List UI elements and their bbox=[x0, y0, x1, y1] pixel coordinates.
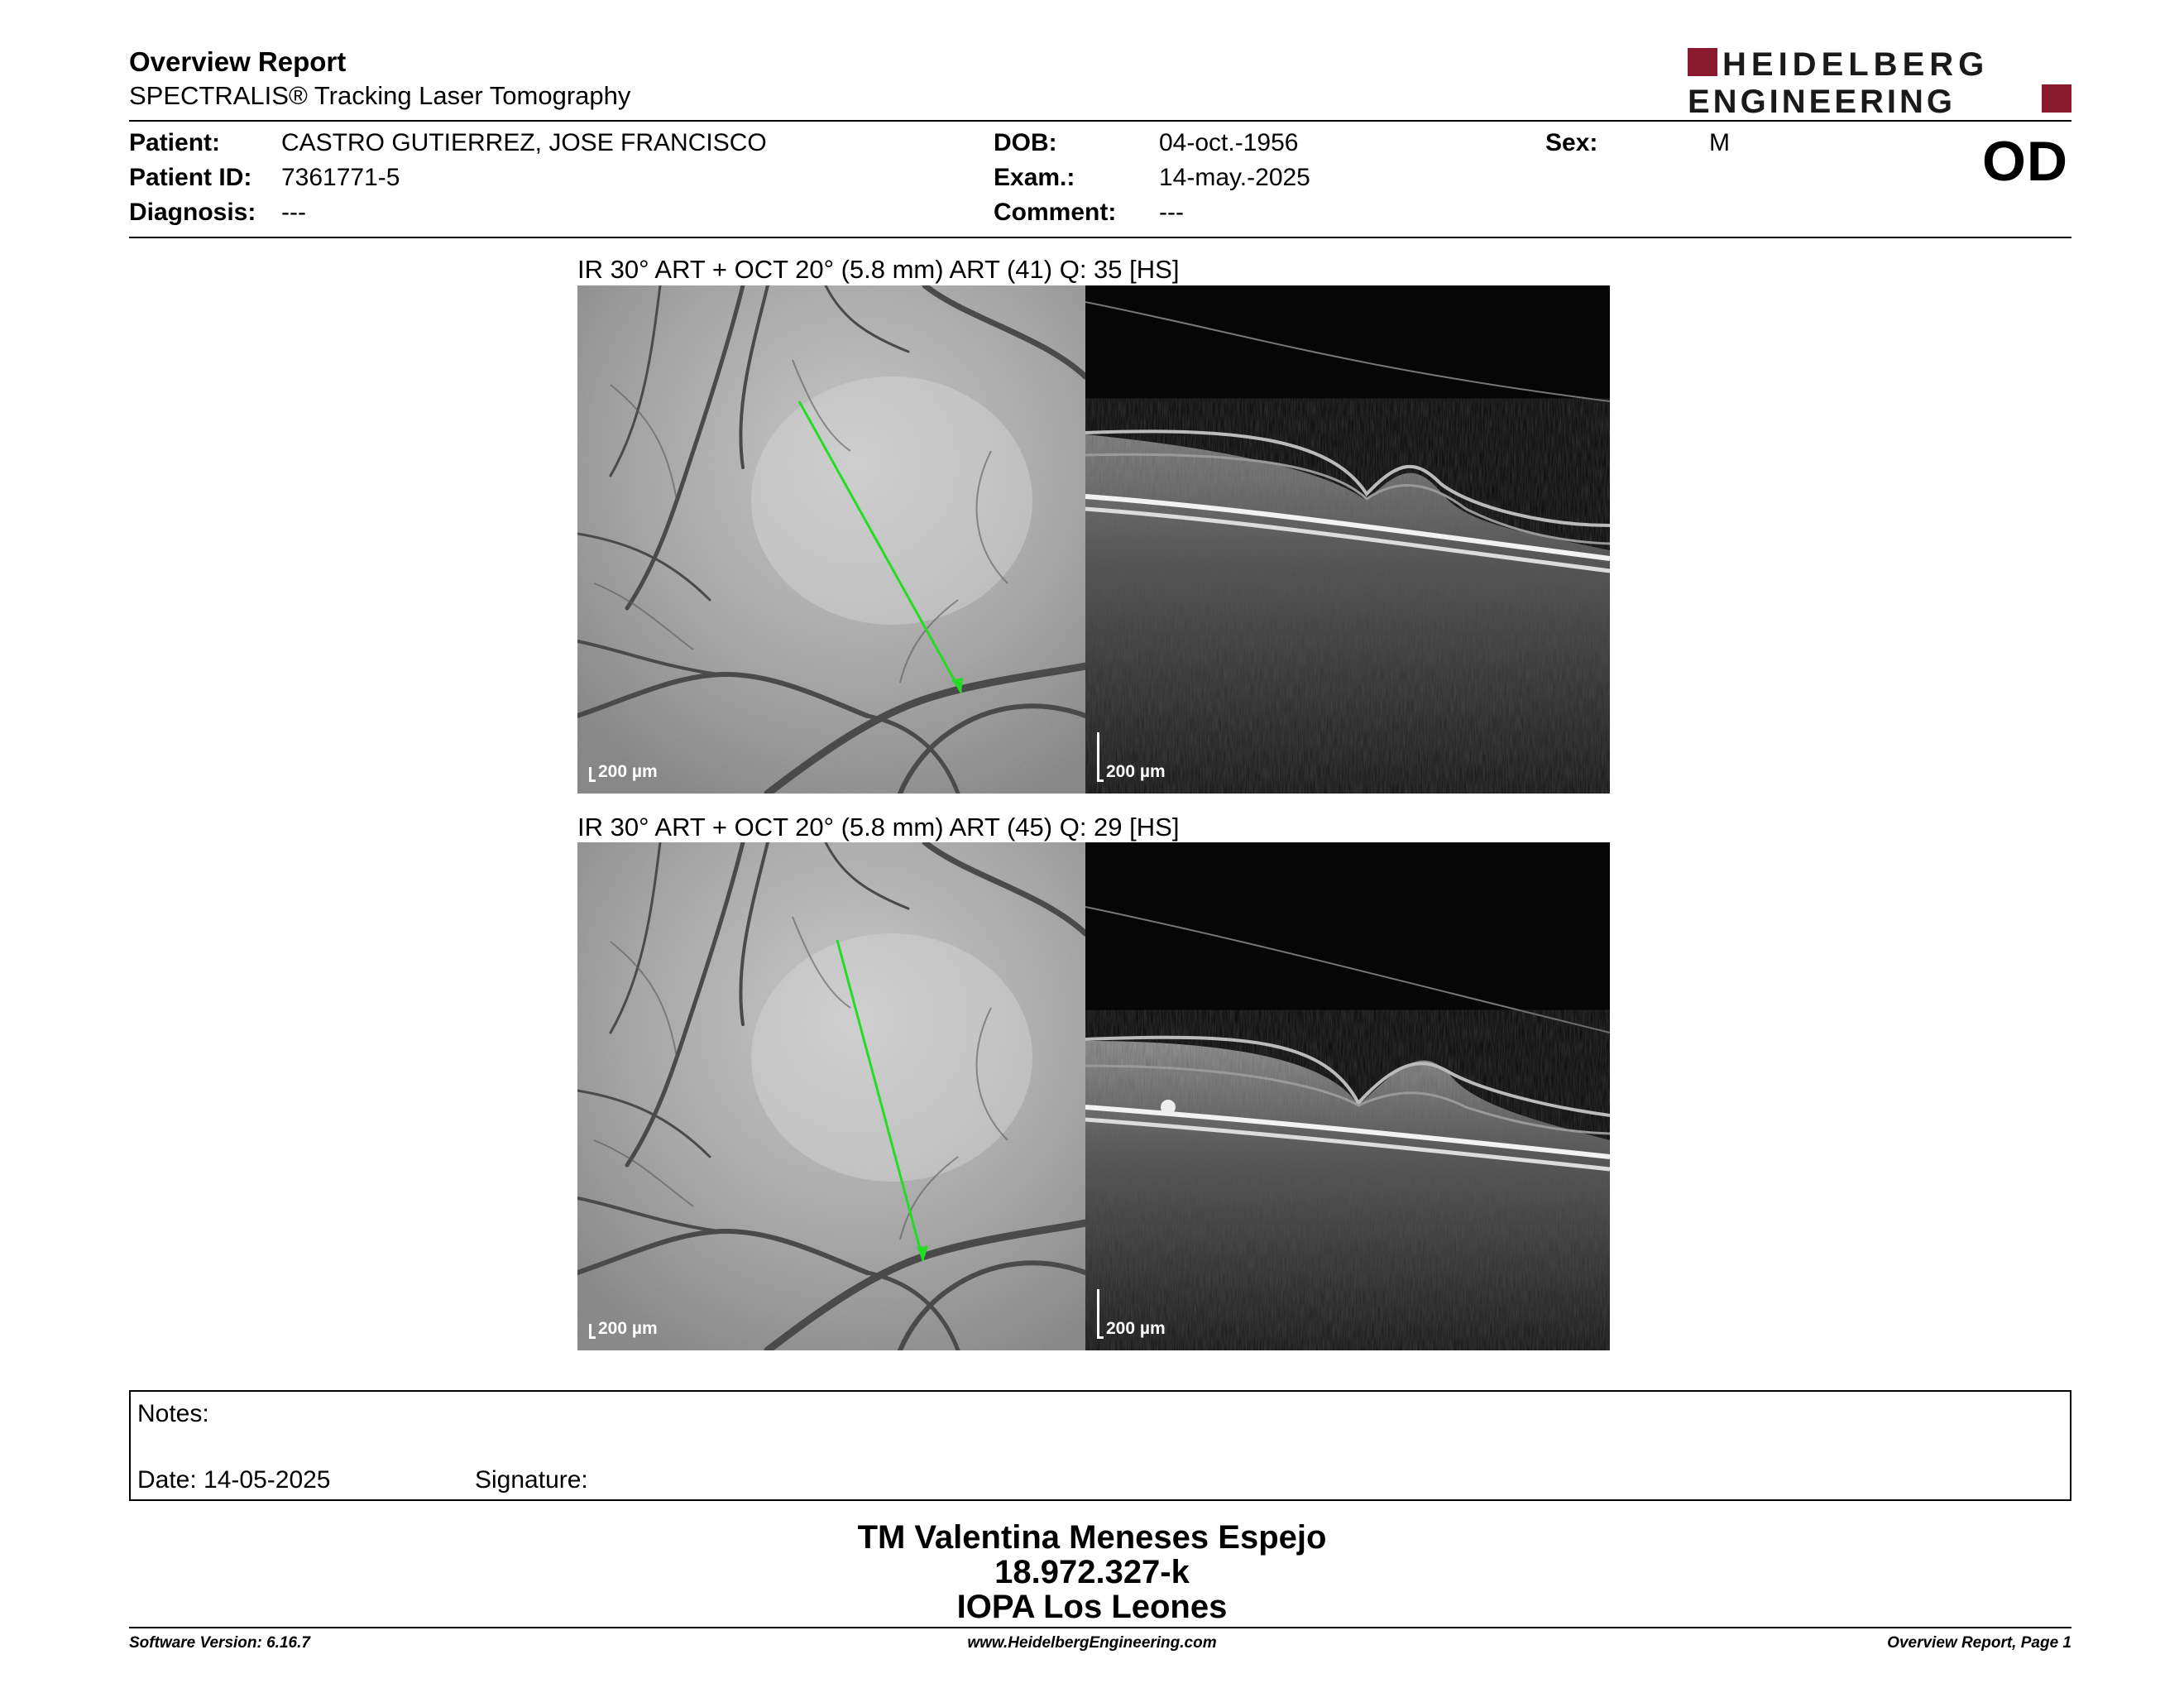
sex-value: M bbox=[1709, 129, 1730, 156]
notes-date: Date: 14-05-2025 bbox=[137, 1466, 331, 1494]
signatory-id: 18.972.327-k bbox=[994, 1554, 1190, 1590]
footer-website-link[interactable]: www.HeidelbergEngineering.com bbox=[967, 1634, 1217, 1652]
exam-value: 14-may.-2025 bbox=[1159, 164, 1310, 191]
diagnosis-label: Diagnosis: bbox=[129, 199, 256, 226]
diagnosis-value: --- bbox=[281, 199, 306, 226]
oct-bscan-image-1 bbox=[1085, 285, 1610, 794]
signatory-name: TM Valentina Meneses Espejo bbox=[857, 1519, 1327, 1556]
notes-label: Notes: bbox=[137, 1400, 209, 1427]
notes-signature: Signature: bbox=[475, 1466, 588, 1494]
logo-line1: HEIDELBERG bbox=[1722, 46, 1990, 83]
oct-scale-bar-2: 200 µm bbox=[1097, 1289, 1166, 1339]
patient-id: 7361771-5 bbox=[281, 164, 400, 191]
ir-scale-bar-2: 200 µm bbox=[589, 1319, 658, 1339]
dob-value: 04-oct.-1956 bbox=[1159, 129, 1299, 156]
scan-panel-2 bbox=[577, 842, 1610, 1350]
signatory-institution: IOPA Los Leones bbox=[956, 1589, 1228, 1625]
scan-title-2: IR 30° ART + OCT 20° (5.8 mm) ART (45) Q: 29 [HS] bbox=[577, 813, 1180, 842]
scan-panel-1 bbox=[577, 285, 1610, 794]
report-subtitle: SPECTRALIS® Tracking Laser Tomography bbox=[129, 81, 631, 110]
eye-indicator: OD bbox=[1982, 130, 2068, 193]
heidelberg-logo bbox=[1688, 45, 2071, 117]
scan-title-1: IR 30° ART + OCT 20° (5.8 mm) ART (41) Q: 35 [HS] bbox=[577, 255, 1180, 284]
logo-line2: ENGINEERING bbox=[1688, 84, 1956, 117]
oct-bscan-image-2 bbox=[1085, 842, 1610, 1350]
comment-label: Comment: bbox=[994, 199, 1117, 226]
ir-scale-bar-1: 200 µm bbox=[589, 762, 658, 782]
notes-box bbox=[129, 1390, 2071, 1501]
footer-rule bbox=[129, 1627, 2071, 1628]
footer-software-version: Software Version: 6.16.7 bbox=[129, 1634, 310, 1652]
dob-label: DOB: bbox=[994, 129, 1057, 156]
sex-label: Sex: bbox=[1545, 129, 1598, 156]
report-title: Overview Report bbox=[129, 46, 347, 77]
patient-name: CASTRO GUTIERREZ, JOSE FRANCISCO bbox=[281, 129, 767, 156]
patient-label: Patient: bbox=[129, 129, 221, 156]
ir-fundus-image-1 bbox=[577, 285, 1085, 794]
patient-id-label: Patient ID: bbox=[129, 164, 252, 191]
oct-scale-bar-1: 200 µm bbox=[1097, 732, 1166, 782]
footer-page-info: Overview Report, Page 1 bbox=[1887, 1634, 2071, 1652]
ir-fundus-image-2 bbox=[577, 842, 1085, 1350]
header-rule bbox=[129, 120, 2071, 122]
comment-value: --- bbox=[1159, 199, 1184, 226]
exam-label: Exam.: bbox=[994, 164, 1075, 191]
patient-rule bbox=[129, 237, 2071, 238]
